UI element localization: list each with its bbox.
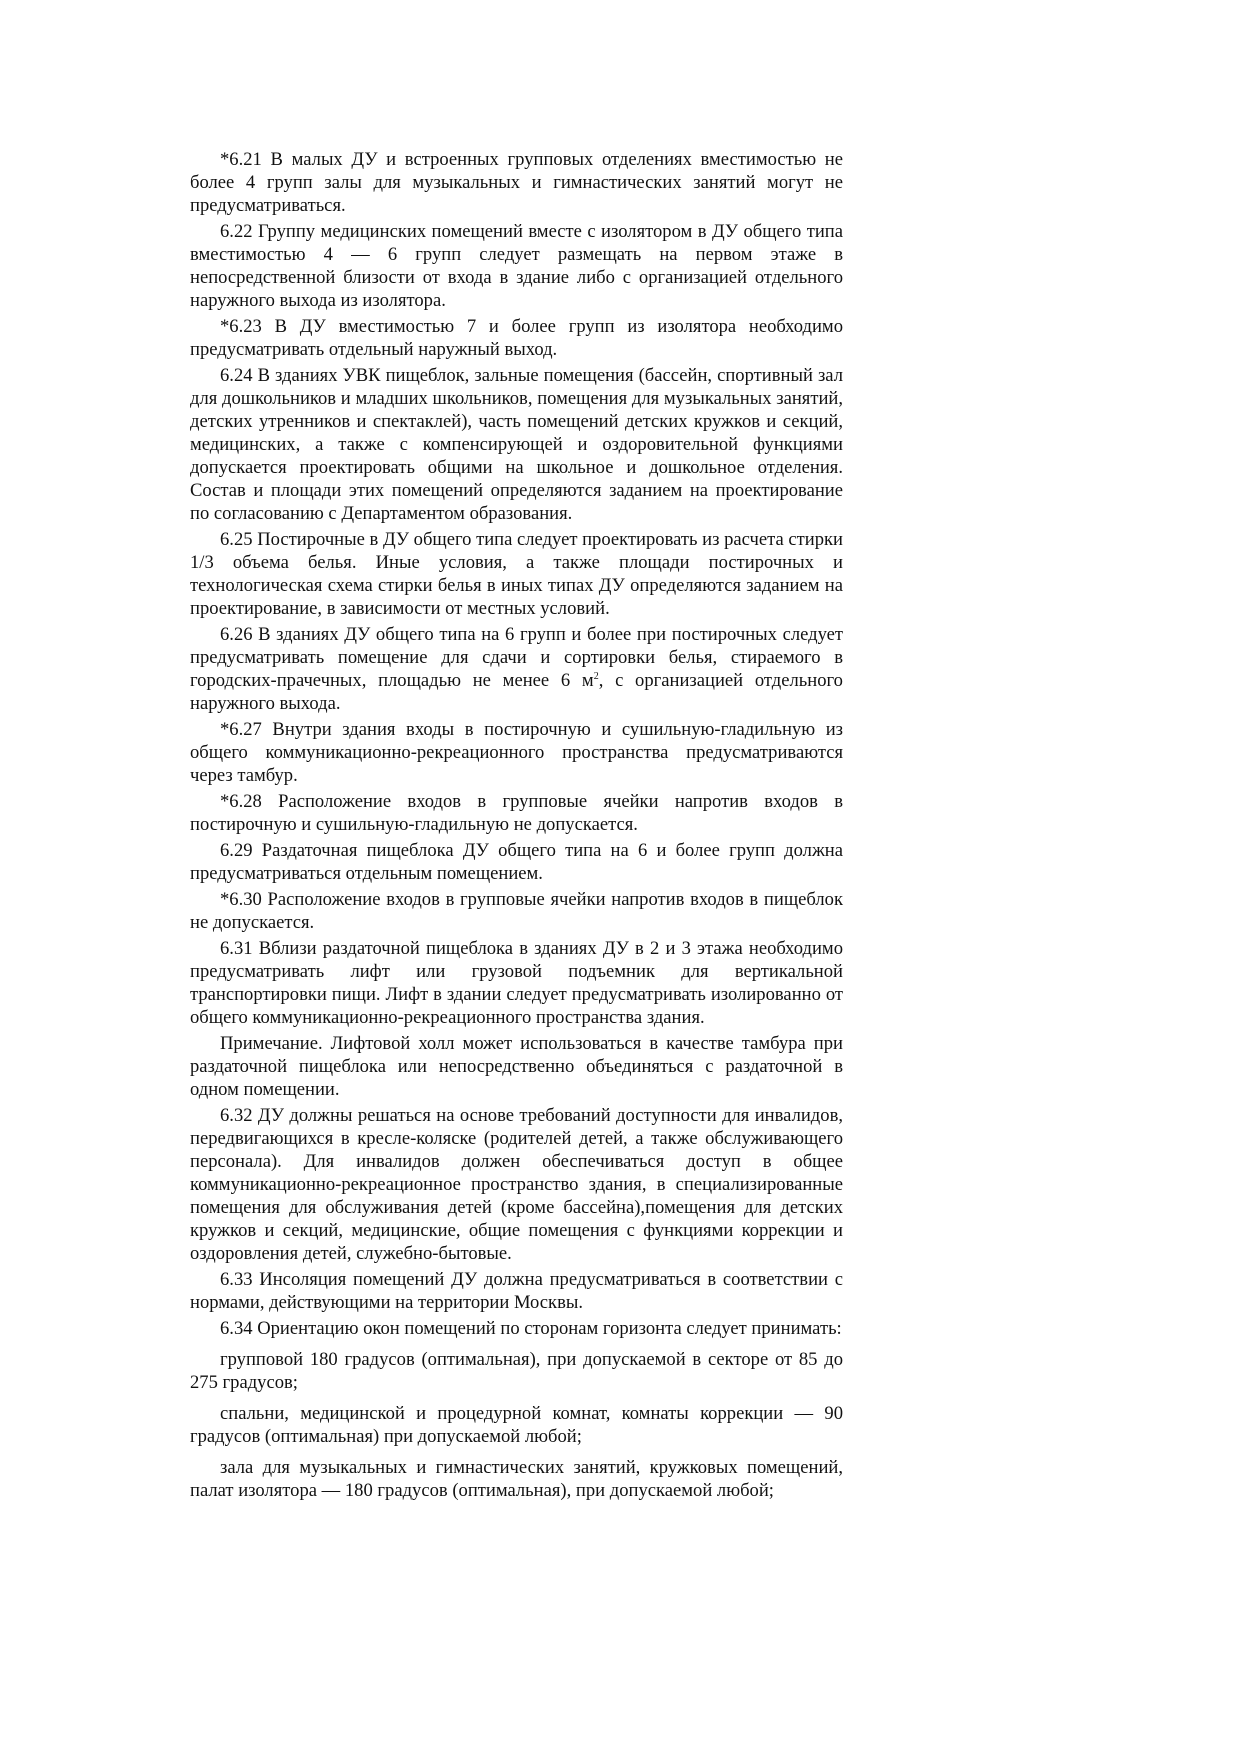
paragraph-6-34: 6.34 Ориентацию окон помещений по сторонам горизонта следует принимать: [220,1318,842,1339]
paragraph-6-31: 6.31 Вблизи раздаточной пищеблока в зданиях ДУ в 2 и 3 этажа необходимо предусматривать лифт или грузовой подъемник для вертикальной транспортировки пищи. Лифт в здании следует предусматривать изолированно от общего коммуникационно-рекреационного пространства здания. [190,938,843,1028]
paragraph-orientation-hall: зала для музыкальных и гимнастических занятий, кружковых помещений, палат изолятора — 180 градусов (оптимальная), при допускаемой любой; [190,1457,843,1501]
paragraph-6-26 [190,623,843,715]
paragraph-6-30: *6.30 Расположение входов в групповые ячейки напротив входов в пищеблок не допускается. [190,889,843,933]
paragraph-6-27: *6.27 Внутри здания входы в постирочную и сушильную-гладильную из общего коммуникационно-рекреационного пространства предусматриваются через тамбур. [190,719,843,786]
paragraph-6-22: 6.22 Группу медицинских помещений вместе с изолятором в ДУ общего типа вместимостью 4 — 6 групп следует размещать на первом этаже в непосредственной близости от входа в здание либо с организацией отдельного наружного выхода из изолятора. [190,221,843,311]
paragraph-orientation-group: групповой 180 градусов (оптимальная), при допускаемой в секторе от 85 до 275 градусов; [190,1349,843,1393]
paragraph-6-21: *6.21 В малых ДУ и встроенных групповых отделениях вместимостью не более 4 групп залы для музыкальных и гимнастических занятий могут не предусматриваться. [190,149,843,216]
paragraph-6-32: 6.32 ДУ должны решаться на основе требований доступности для инвалидов, передвигающихся в кресле-коляске (родителей детей, а также обслуживающего персонала). Для инвалидов должен обеспечиваться доступ в общее коммуникационно-рекреационное пространство здания, в специализированные помещения для обслуживания детей (кроме бассейна),помещения для детских кружков и секций, медицинские, общие помещения с функциями коррекции и оздоровления детей, служебно-бытовые. [190,1105,843,1264]
paragraph-6-25: 6.25 Постирочные в ДУ общего типа следует проектировать из расчета стирки 1/3 объема белья. Иные условия, а также площади постирочных и технологическая схема стирки белья в иных типах ДУ определяются заданием на проектирование, в зависимости от местных условий. [190,529,843,619]
paragraph-note: Примечание. Лифтовой холл может использоваться в качестве тамбура при раздаточной пищеблока или непосредственно объединяться с раздаточной в одном помещении. [190,1033,843,1100]
paragraph-6-26-text: 6.26 В зданиях ДУ общего типа на 6 групп и более при постирочных следует предусматривать помещение для сдачи и сортировки белья, стираемого в городских-прачечных, площадью не менее 6 м [190,624,843,691]
paragraph-6-33: 6.33 Инсоляция помещений ДУ должна предусматриваться в соответствии с нормами, действующими на территории Москвы. [190,1269,843,1313]
paragraph-6-28: *6.28 Расположение входов в групповые ячейки напротив входов в постирочную и сушильную-гладильную не допускается. [190,791,843,835]
paragraph-6-29: 6.29 Раздаточная пищеблока ДУ общего типа на 6 и более групп должна предусматриваться отдельным помещением. [190,840,843,884]
paragraph-6-23: *6.23 В ДУ вместимостью 7 и более групп из изолятора необходимо предусматривать отдельный наружный выход. [190,316,843,360]
paragraph-orientation-bedroom: спальни, медицинской и процедурной комнат, комнаты коррекции — 90 градусов (оптимальная) при допускаемой любой; [190,1403,843,1447]
paragraph-6-24: 6.24 В зданиях УВК пищеблок, зальные помещения (бассейн, спортивный зал для дошкольников и младших школьников, помещения для музыкальных занятий, детских утренников и спектаклей), часть помещений детских кружков и секций, медицинских, а также с компенсирующей и оздоровительной функциями допускается проектировать общими на школьное и дошкольное отделения. Состав и площади этих помещений определяются заданием на проектирование по согласованию с Департаментом образования. [190,365,843,524]
document-page [190,148,843,1505]
square-superscript: 2 [593,671,599,682]
paragraph-6-26-tail: , с организацией отдельного наружного выхода. [190,670,843,714]
